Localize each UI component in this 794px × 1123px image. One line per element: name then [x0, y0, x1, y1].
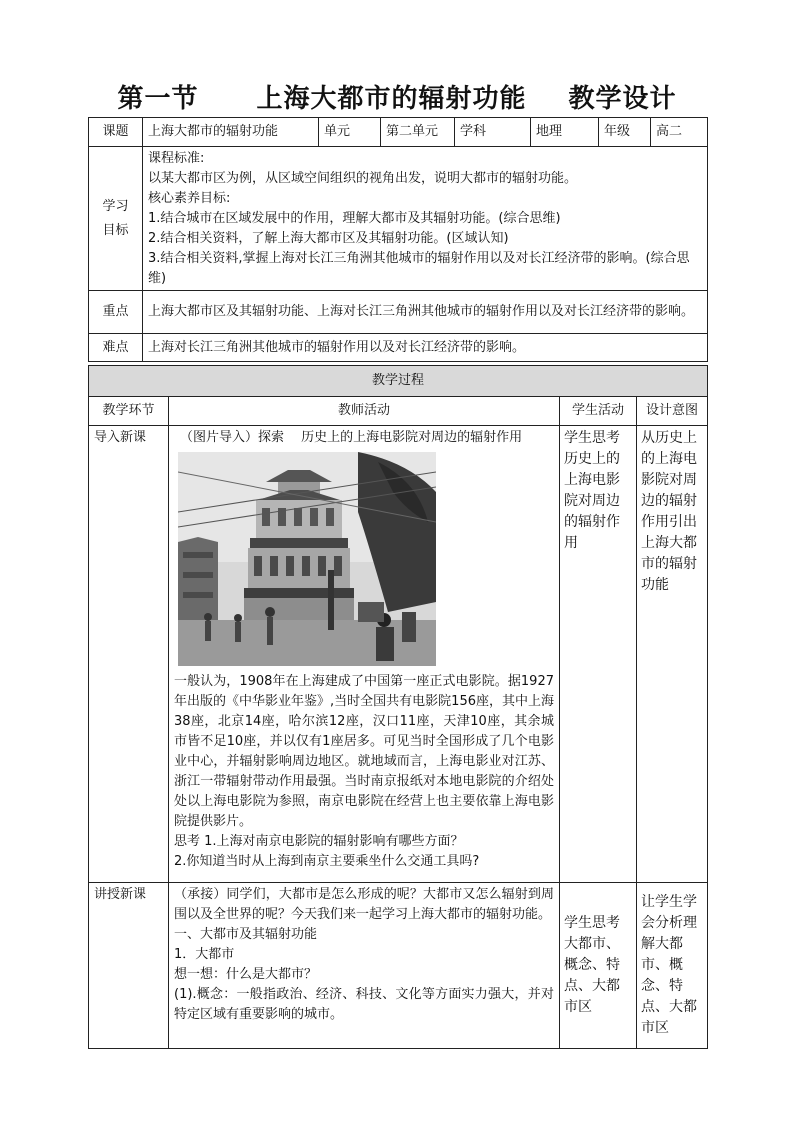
- unit-label: 单元: [319, 118, 381, 147]
- goals-label: 学习目标: [89, 147, 143, 291]
- teacher-activity-intro: [169, 426, 560, 883]
- header-teacher: 教师活动: [169, 397, 560, 426]
- key-points-text: 上海大都市区及其辐射功能、上海对长江三角洲其他城市的辐射作用以及对长江经济带的影响。: [143, 291, 708, 334]
- lesson-info-table: [88, 117, 708, 362]
- header-design: 设计意图: [637, 397, 708, 426]
- process-row-intro: [89, 426, 708, 883]
- goals-line: 核心素养目标:: [148, 191, 231, 206]
- header-stage: 教学环节: [89, 397, 169, 426]
- header-student: 学生活动: [560, 397, 637, 426]
- title-section: 第一节: [117, 84, 199, 114]
- intro-passage: 一般认为，1908年在上海建成了中国第一座正式电影院。据1927年出版的《中华影业年鉴》,当时全国共有电影院156座，其中上海38座，北京14座，哈尔滨12座，汉口11座，天津10座，其余城市皆不足10座，并以仅有1座居多。可见当时全国形成了几个电影业中心，并辐射影响周边地区。就地域而言，上海电影业对江苏、浙江一带辐射带动作用最强。当时南京报纸对本地电影院的介绍处处以上海电影院为参照，南京电影院在经营上也主要依靠上海电影院提供影片。: [174, 674, 554, 829]
- stage-intro: 导入新课: [89, 426, 169, 883]
- teaching-process-table: [88, 365, 708, 1049]
- historic-cinema-photo: [178, 452, 436, 666]
- lesson-line: 一、大都市及其辐射功能: [174, 927, 318, 942]
- goals-line: 课程标准:: [148, 151, 205, 166]
- key-points-row: [89, 291, 708, 334]
- student-activity-intro: 学生思考历史上的上海电影院对周边的辐射作用: [560, 426, 637, 883]
- process-section-row: [89, 366, 708, 397]
- difficulties-label: 难点: [89, 334, 143, 362]
- title-topic: 上海大都市的辐射功能: [256, 84, 527, 114]
- difficulties-row: [89, 334, 708, 362]
- lesson-line: （承接）同学们，大都市是怎么形成的呢？大都市又怎么辐射到周围以及全世界的呢？今天我们来一起学习上海大都市的辐射功能。: [174, 887, 554, 922]
- lesson-line: (1).概念：一般指政治、经济、科技、文化等方面实力强大，并对特定区域有重要影响的城市。: [174, 987, 554, 1022]
- design-intent-intro: 从历史上的上海电影院对周边的辐射作用引出上海大都市的辐射功能: [637, 426, 708, 883]
- goals-line: 1.结合城市在区域发展中的作用，理解大都市及其辐射功能。(综合思维): [148, 211, 561, 226]
- design-intent-new-lesson: 让学生学会分析理解大都市、概念、特点、大都市区: [637, 883, 708, 1049]
- goals-line: 2.结合相关资料，了解上海大都市区及其辐射功能。(区域认知): [148, 231, 509, 246]
- key-points-label: 重点: [89, 291, 143, 334]
- subject-value: 地理: [531, 118, 599, 147]
- unit-value: 第二单元: [381, 118, 455, 147]
- student-activity-new-lesson: 学生思考大都市、概念、特点、大都市区: [560, 883, 637, 1049]
- lesson-line: 想一想：什么是大都市？: [174, 967, 318, 982]
- goals-row: [89, 147, 708, 291]
- subject-label: 学科: [455, 118, 531, 147]
- topic-label: 课题: [89, 118, 143, 147]
- title-doc-type: 教学设计: [568, 84, 677, 114]
- process-header-row: [89, 397, 708, 426]
- lesson-line: 1．大都市: [174, 947, 235, 962]
- grade-value: 高二: [651, 118, 708, 147]
- topic-value: 上海大都市的辐射功能: [143, 118, 319, 147]
- intro-question-2: 2.你知道当时从上海到南京主要乘坐什么交通工具吗?: [174, 854, 480, 869]
- cinema-building-illustration: [178, 452, 436, 666]
- teacher-activity-new-lesson: [169, 883, 560, 1049]
- grade-label: 年级: [599, 118, 651, 147]
- intro-caption: （图片导入）探索 历史上的上海电影院对周边的辐射作用: [180, 430, 523, 445]
- goals-line: 以某大都市区为例，从区域空间组织的视角出发，说明大都市的辐射功能。: [148, 171, 578, 186]
- process-row-new-lesson: [89, 883, 708, 1049]
- info-row: [89, 118, 708, 147]
- intro-question-1: 思考 1.上海对南京电影院的辐射影响有哪些方面？: [174, 834, 464, 849]
- stage-new-lesson: 讲授新课: [89, 883, 169, 1049]
- goals-line: 3.结合相关资料,掌握上海对长江三角洲其他城市的辐射作用以及对长江经济带的影响。(综合思维): [148, 251, 690, 286]
- difficulties-text: 上海对长江三角洲其他城市的辐射作用以及对长江经济带的影响。: [143, 334, 708, 362]
- goals-content: [143, 147, 708, 291]
- document-title: [0, 78, 794, 115]
- process-section-title: 教学过程: [89, 366, 708, 397]
